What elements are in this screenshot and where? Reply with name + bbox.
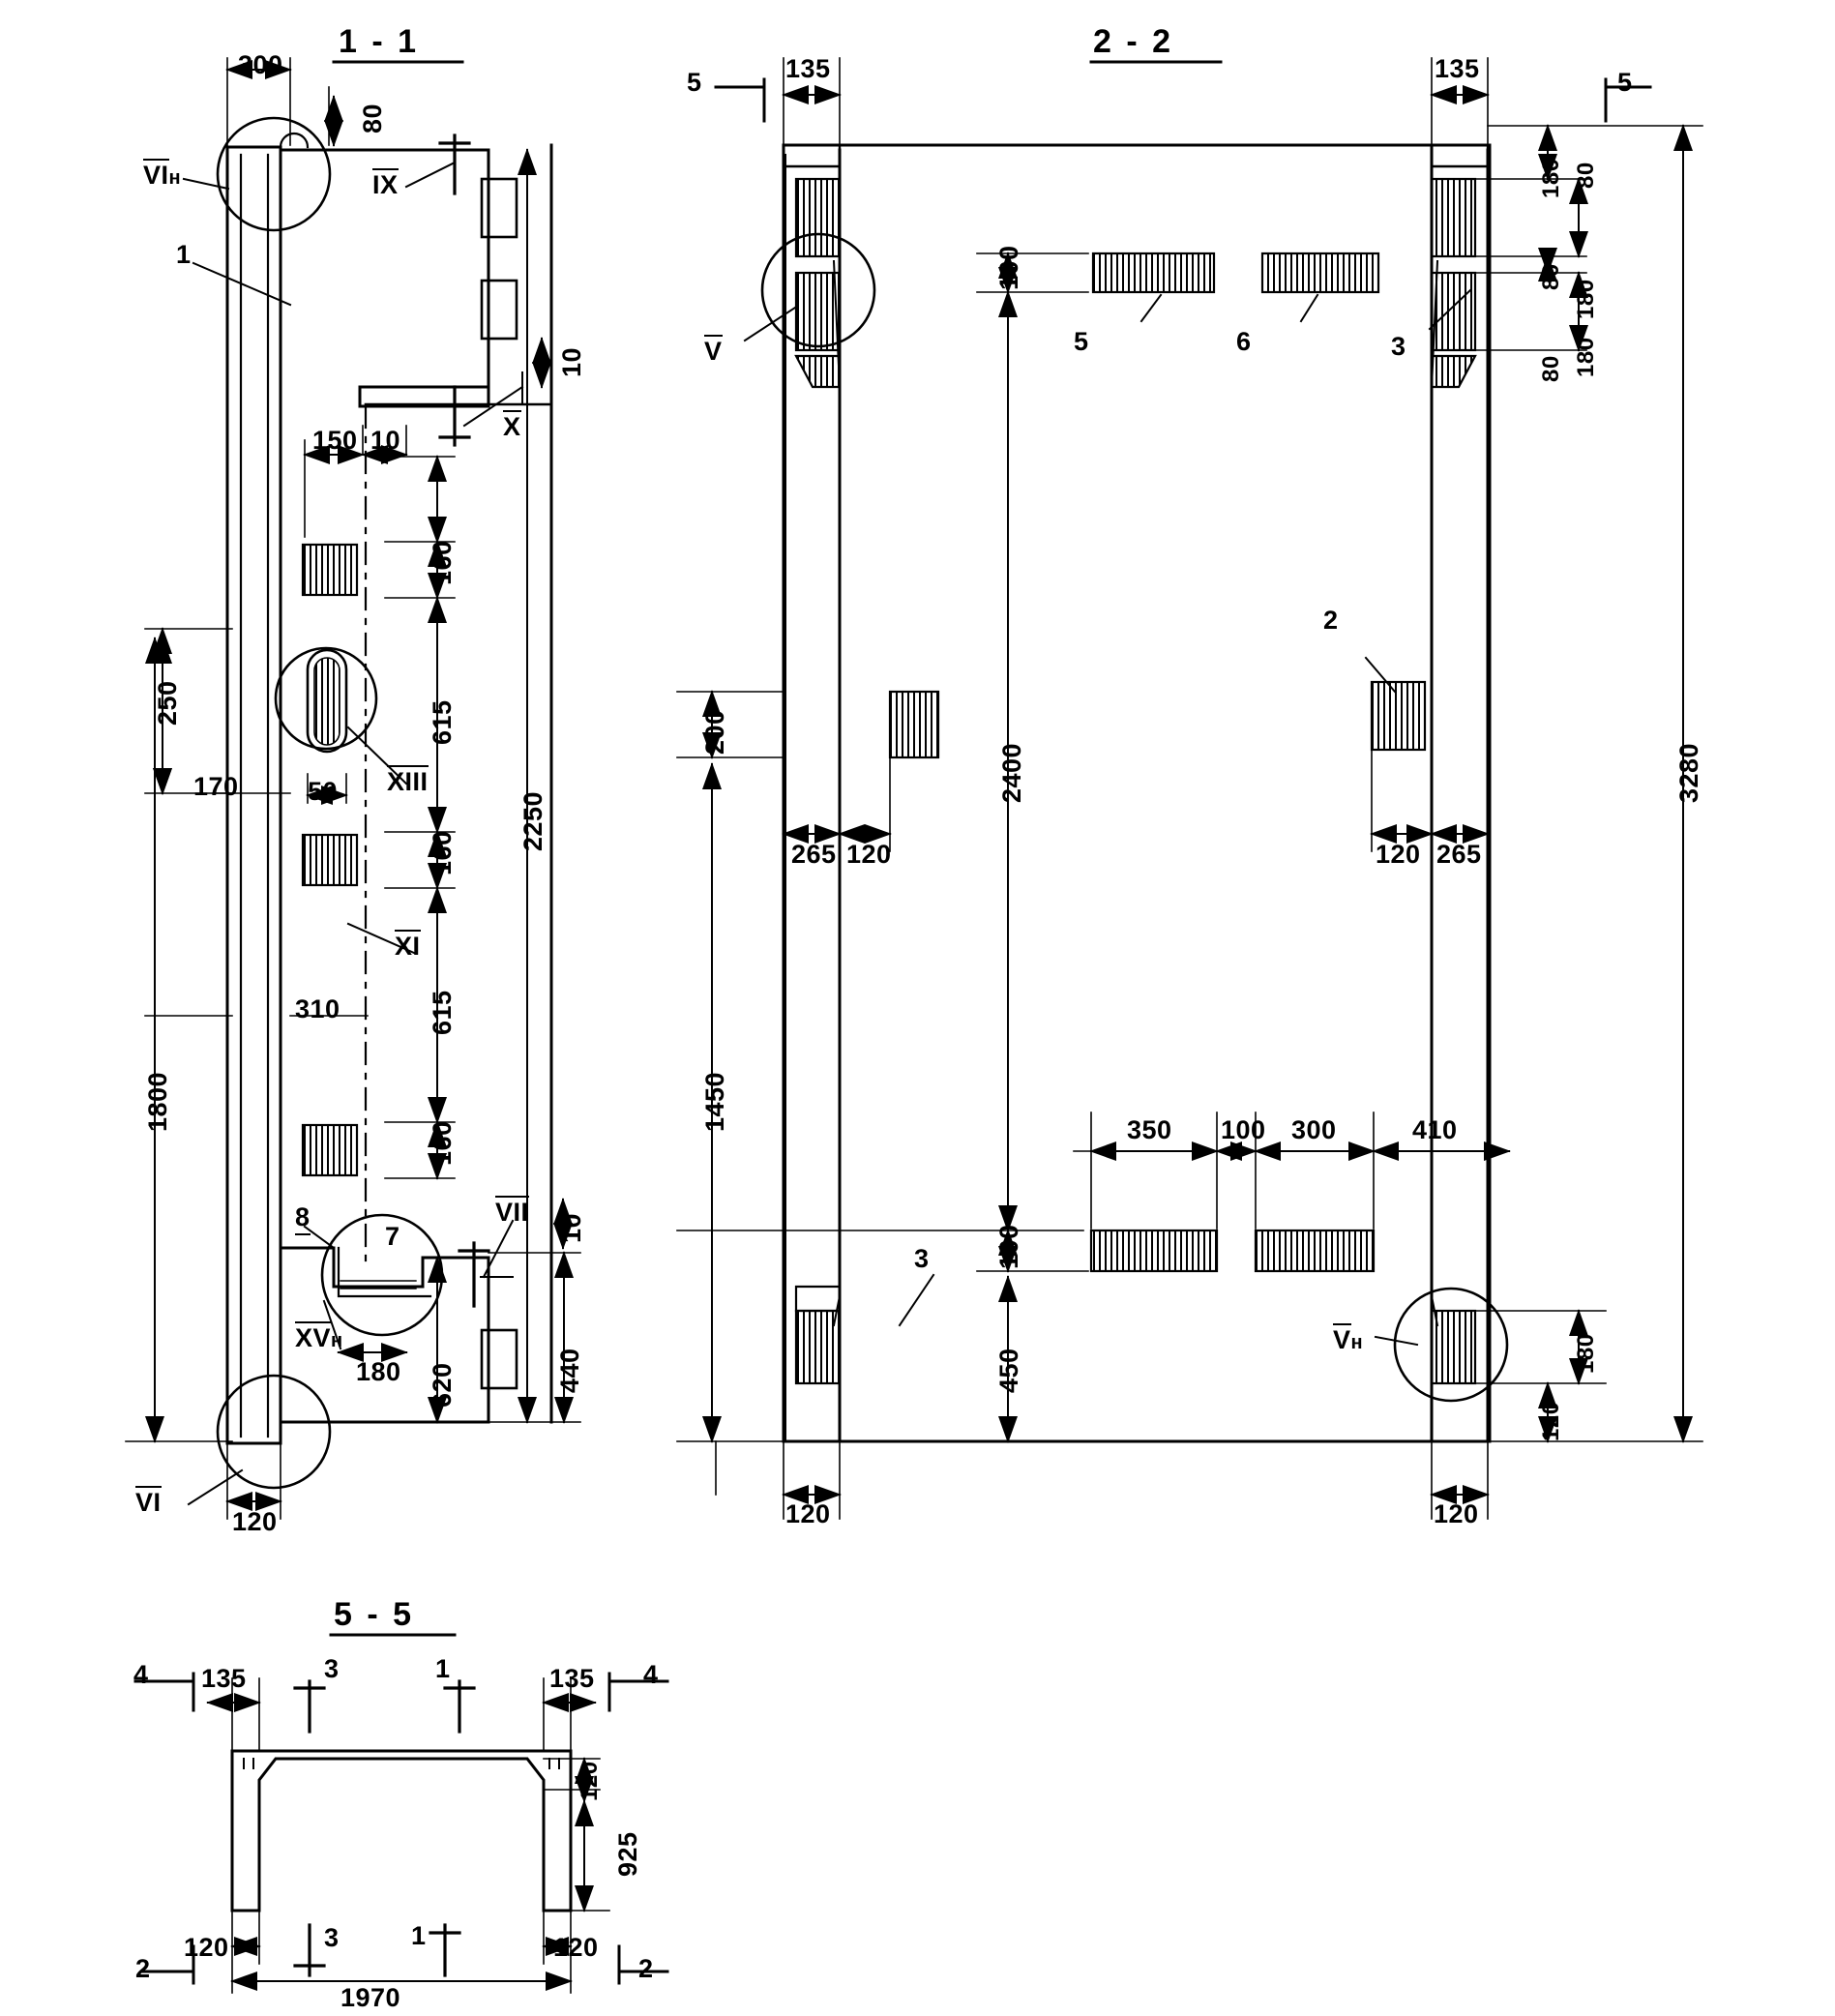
dim-1970: 1970 [340,1983,401,2012]
callout-VI: VI [135,1488,162,1517]
dim-250: 250 [153,680,182,726]
dim-180-r2: 180 [1573,279,1599,319]
dim-265-left: 265 [791,840,837,869]
callout-IX: IX [372,170,399,199]
section-mark-1-bottom: 1 [411,1921,427,1950]
dim-180: 180 [356,1357,401,1386]
section-mark-4-right: 4 [643,1660,659,1689]
section-mark-3-top: 3 [324,1654,340,1683]
dim-2400: 2400 [997,742,1026,803]
callout-XIII: XIII [387,767,429,796]
dim-10-bot: 10 [557,1212,586,1243]
dim-100-top: 100 [994,245,1023,290]
dim-620: 620 [428,1362,457,1408]
callout-V-n: Vн [1333,1325,1364,1354]
section-mark-2-left: 2 [135,1954,151,1983]
dim-1450: 1450 [700,1071,729,1132]
dim-160-b: 160 [428,830,457,875]
dim-120-right: 120 [1376,840,1421,869]
view-title-5-5: 5 - 5 [334,1596,415,1633]
dim-135-left-5: 135 [201,1664,247,1693]
dim-120-bot: 120 [1538,1401,1564,1441]
section-mark-5-left: 5 [687,68,702,97]
item-mark-5: 5 [1074,327,1089,356]
dim-100-mid: 100 [1221,1115,1266,1144]
callout-X: X [503,412,521,441]
view-title-1-1: 1 - 1 [339,23,420,60]
dim-120-base-right: 120 [1434,1499,1479,1528]
dim-120-bottom-left: 120 [184,1933,229,1962]
section-mark-4-left: 4 [133,1660,149,1689]
dim-100-bot: 100 [994,1224,1023,1269]
dim-135-right-5: 135 [549,1664,595,1693]
item-mark-2: 2 [1323,606,1339,635]
item-mark-3-bottom: 3 [914,1244,930,1273]
callout-XV-n: XVн [295,1323,343,1352]
section-mark-2-right: 2 [638,1954,654,1983]
callout-VI-n: VIн [143,161,182,190]
dim-80-r3: 80 [1538,355,1564,382]
dim-120-bottom: 120 [232,1507,278,1536]
dim-180-bot: 180 [1573,1333,1599,1374]
item-mark-6: 6 [1236,327,1252,356]
item-mark-1: 1 [176,240,192,269]
callout-VII: VII [495,1198,529,1227]
dim-120-left: 120 [846,840,892,869]
dim-120-inner: 120 [577,1761,603,1801]
callout-V: V [704,337,723,366]
dim-80: 80 [358,103,387,133]
dim-160-c: 160 [428,1120,457,1166]
dim-300-mid: 300 [1291,1115,1337,1144]
dim-1800: 1800 [143,1071,172,1132]
dim-265-right: 265 [1436,840,1482,869]
dim-440: 440 [555,1348,584,1393]
dim-615-a: 615 [428,699,457,745]
dim-410: 410 [1412,1115,1458,1144]
view-title-2-2: 2 - 2 [1093,23,1174,60]
dim-10-top: 10 [557,346,586,377]
dim-170: 170 [193,772,239,801]
dim-200: 200 [700,709,729,755]
dim-135-left: 135 [785,54,831,83]
dim-160-a: 160 [428,540,457,585]
dim-150: 150 [312,426,358,455]
dim-10-mid: 10 [370,426,401,455]
dim-135-right: 135 [1435,54,1480,83]
dim-615-b: 615 [428,990,457,1035]
section-mark-5-right: 5 [1617,68,1633,97]
dim-80-r1: 80 [1573,162,1599,189]
dim-300: 300 [238,50,283,79]
dim-50: 50 [308,777,339,806]
dim-120-base-left: 120 [785,1499,831,1528]
dim-120-bottom-right: 120 [553,1933,599,1962]
item-mark-7: 7 [385,1222,400,1251]
dim-350: 350 [1127,1115,1172,1144]
section-mark-1-top: 1 [435,1654,451,1683]
dim-450: 450 [994,1348,1023,1393]
item-mark-3-top: 3 [1391,332,1406,361]
dim-310: 310 [295,994,340,1023]
callout-XI: XI [395,932,421,961]
dim-180-r1: 180 [1538,158,1564,198]
item-mark-8: 8 [295,1204,311,1230]
dim-3280: 3280 [1674,742,1703,803]
dim-2250: 2250 [518,790,548,851]
dim-925: 925 [613,1831,642,1877]
dim-180-r3: 180 [1573,337,1599,377]
dim-80-r2: 80 [1538,263,1564,290]
section-mark-3-bottom: 3 [324,1923,340,1952]
